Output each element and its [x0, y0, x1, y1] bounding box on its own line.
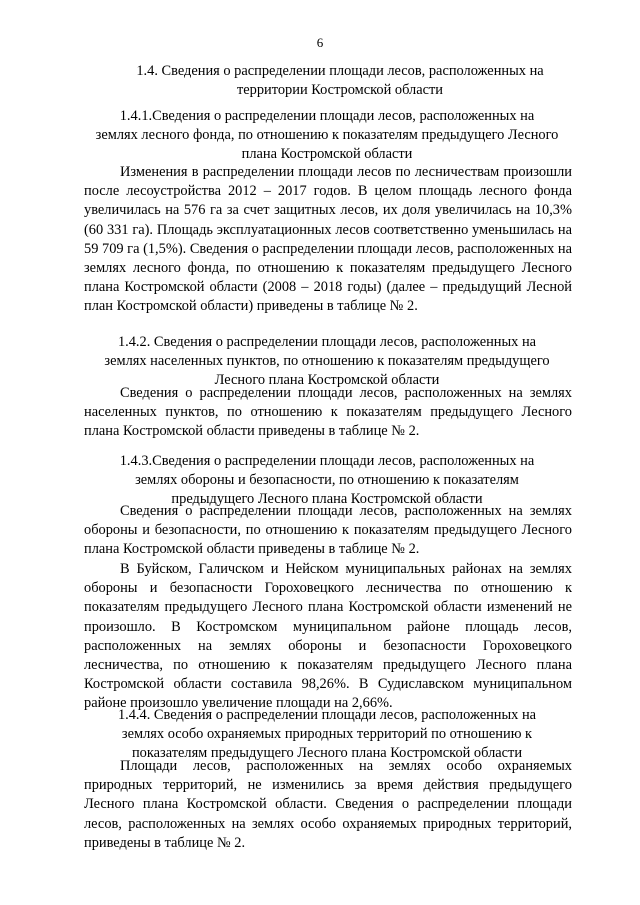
- subsection-title-line: 1.4.4. Сведения о распределении площади лесов, расположенных на: [117, 707, 537, 723]
- paragraph: Сведения о распределении площади лесов, расположенных на землях обороны и безопасности, по отношению к показателям предыдущего Лесного плана Костромской области приведены в таблице № 2.: [84, 503, 572, 558]
- subsection-title-1-4-2: [84, 333, 570, 391]
- paragraph: Изменения в распределении площади лесов по лесничествам произошли после лесоустройства 2012 – 2017 годов. В целом площадь лесного фонда увеличилась на 576 га за счет защитных лесов, их доля увеличилась на 10,3% (60 331 га). Площадь эксплуатационных лесов соответственно уменьшилась на 59 709 га (1,5%). Сведения о распределении площади лесов, расположенных на землях лесного фонда, по отношению к показателям предыдущего Лесного плана Костромской области (2008 – 2018 годы) (далее – предыдущий Лесной план Костромской области) приведены в таблице № 2.: [84, 164, 572, 315]
- section-title-line: 1.4. Сведения о распределении площади лесов, расположенных на: [136, 63, 544, 79]
- paragraph: В Буйском, Галичском и Нейском муниципальных районах на землях обороны и безопасности Гороховецкого лесничества по отношению к показателям предыдущего Лесного плана Костромской области изменений не произошло. В Костромском муниципальном районе площадь лесов, расположенных на землях обороны и безопасности Гороховецкого лесничества, по отношению к показателям предыдущего Лесного плана Костромской области составила 98,26%. В Судиславском муниципальном районе произошло увеличение площади на 2,66%.: [84, 561, 572, 712]
- paragraph: Площади лесов, расположенных на землях особо охраняемых природных территорий, не изменились за время действия предыдущего Лесного плана Костромской области. Сведения о распределении площади лесов, расположенных на землях особо охраняемых природных территорий, приведены в таблице № 2.: [84, 758, 572, 851]
- subsection-title-line: землях обороны и безопасности, по отношению к показателям: [135, 472, 519, 489]
- subsection-title-line: землях населенных пунктов, по отношению к показателям предыдущего: [104, 353, 550, 370]
- subsection-title-line: предыдущего Лесного плана Костромской области: [171, 491, 483, 508]
- section-title-line: территории Костромской области: [236, 82, 443, 99]
- page-number: 6: [316, 35, 324, 50]
- subsection-title-1-4-1: [84, 107, 570, 165]
- subsection-title-line: Лесного плана Костромской области: [214, 372, 440, 389]
- subsection-title-1-4-4: [84, 706, 570, 764]
- paragraph: Сведения о распределении площади лесов, расположенных на землях населенных пунктов, по отношению к показателям предыдущего Лесного плана Костромской области приведены в таблице № 2.: [84, 385, 572, 440]
- subsection-title-line: 1.4.3.Сведения о распределении площади лесов, расположенных на: [119, 453, 535, 469]
- subsection-title-line: землях лесного фонда, по отношению к показателям предыдущего Лесного: [95, 127, 559, 144]
- subsection-title-line: показателям предыдущего Лесного плана Костромской области: [131, 745, 523, 762]
- section-title: [110, 62, 570, 100]
- subsection-title-line: 1.4.2. Сведения о распределении площади лесов, расположенных на: [117, 334, 537, 350]
- subsection-title-line: землях особо охраняемых природных территорий по отношению к: [121, 726, 533, 743]
- subsection-title-line: плана Костромской области: [241, 146, 413, 163]
- subsection-title-line: 1.4.1.Сведения о распределении площади лесов, расположенных на: [119, 108, 535, 124]
- subsection-title-1-4-3: [84, 452, 570, 510]
